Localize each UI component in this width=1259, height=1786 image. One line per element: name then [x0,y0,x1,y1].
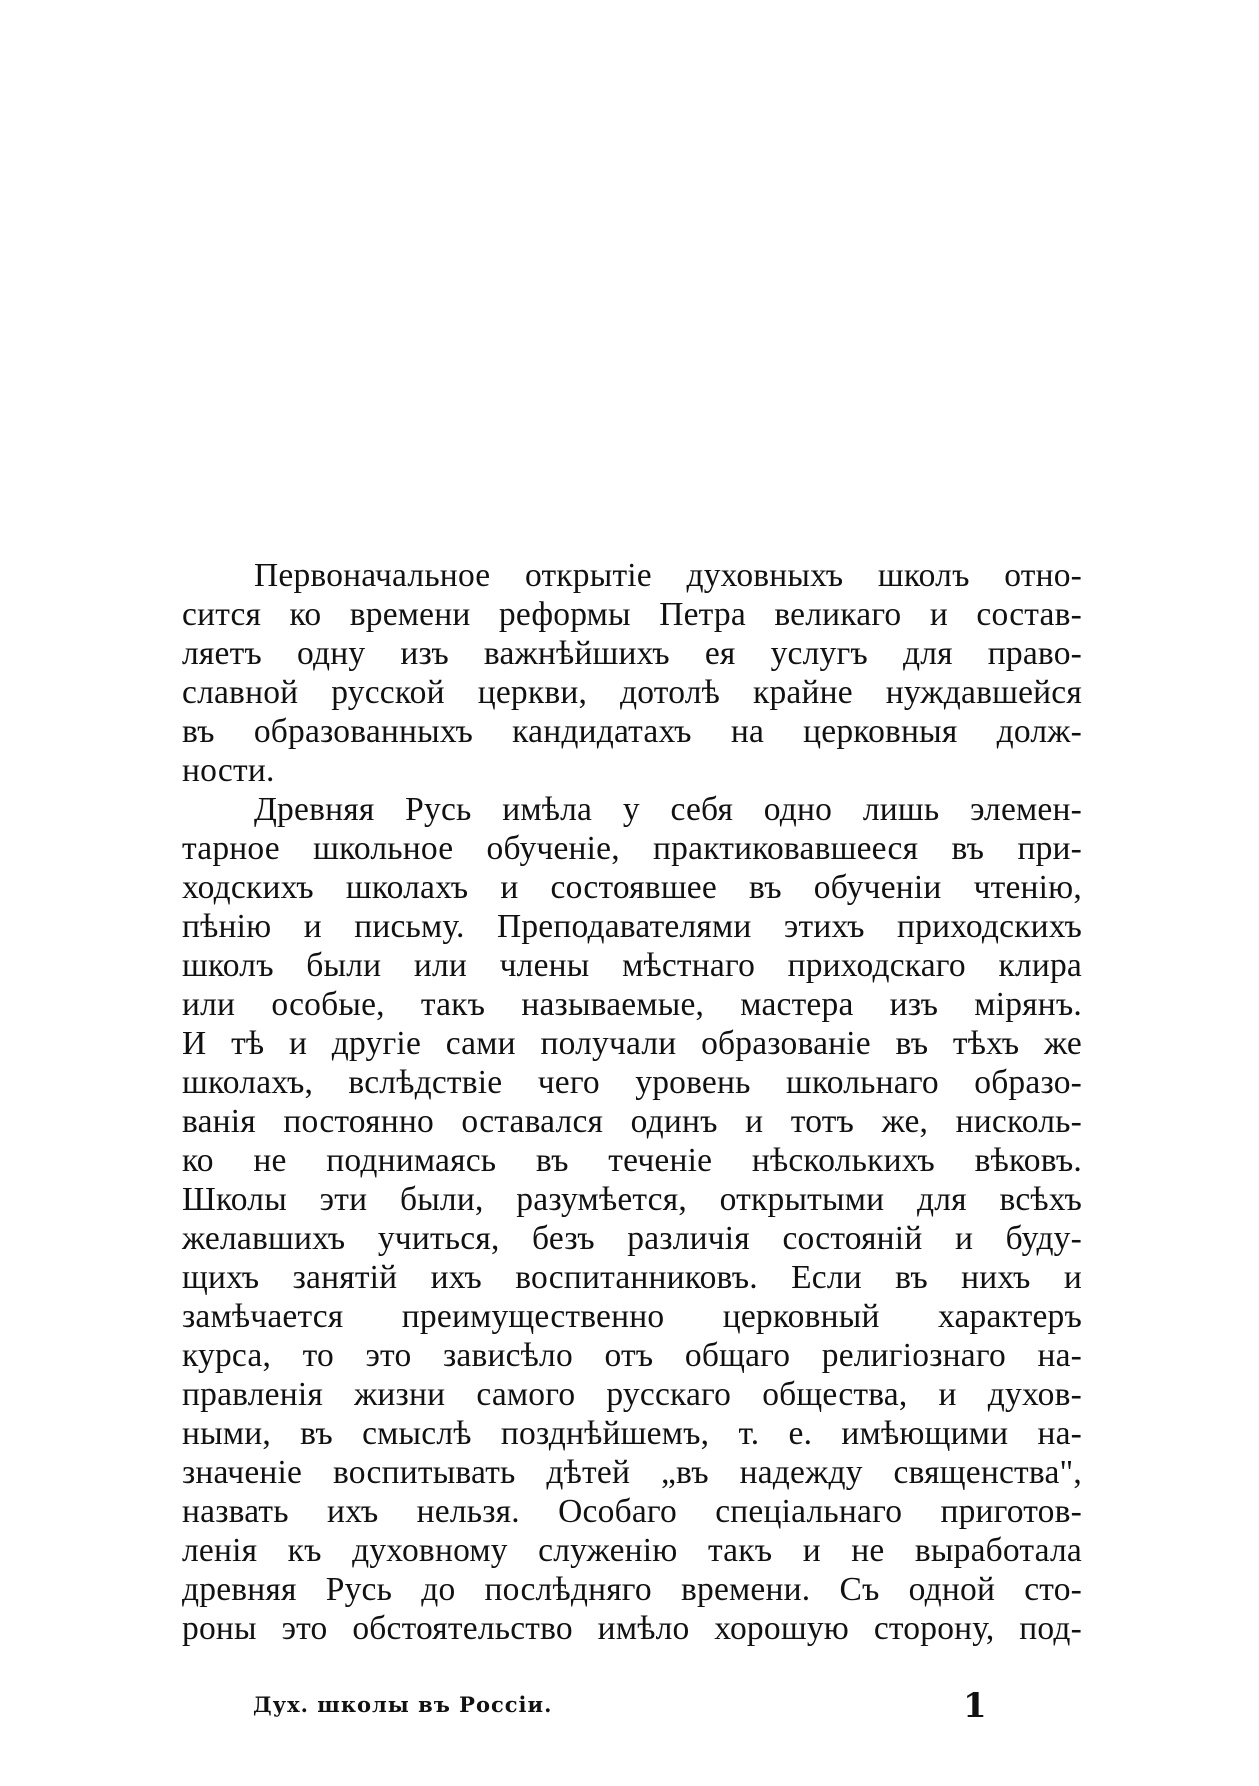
text-line: древняя Русь до послѣдняго времени. Съ одной сто- [182,1571,1082,1608]
running-title: Дух. школы въ Россіи. [253,1692,553,1717]
text-line: школахъ, вслѣдствіе чего уровень школьнаго образо- [182,1064,1082,1101]
text-line: значеніе воспитывать дѣтей „въ надежду священства", [182,1454,1082,1491]
text-line: правленія жизни самого русскаго общества, и духов- [182,1376,1082,1413]
text-line: ности. [182,752,275,789]
text-line: тарное школьное обученіе, практиковавшееся въ при- [182,830,1082,867]
text-line: Первоначальное открытіе духовныхъ школъ отно- [254,557,1082,594]
text-line: ляетъ одну изъ важнѣйшихъ ея услугъ для право- [182,635,1082,672]
text-line: И тѣ и другіе сами получали образованіе въ тѣхъ же [182,1025,1082,1062]
text-line: школъ были или члены мѣстнаго приходскаго клира [182,947,1082,984]
text-line: Древняя Русь имѣла у себя одно лишь элемен- [254,791,1082,828]
text-line: сится ко времени реформы Петра великаго и состав- [182,596,1082,633]
text-line: пѣнію и письму. Преподавателями этихъ приходскихъ [182,908,1082,945]
text-line: ными, въ смыслѣ позднѣйшемъ, т. е. имѣющими на- [182,1415,1082,1452]
page-footer [253,1686,993,1726]
text-line: ленія къ духовному служенію такъ и не выработала [182,1532,1082,1569]
text-line: ванія постоянно оставался одинъ и тотъ же, нисколь- [182,1103,1082,1140]
text-line: славной русской церкви, дотолѣ крайне нуждавшейся [182,674,1082,711]
text-line: желавшихъ учиться, безъ различія состояній и буду- [182,1220,1082,1257]
text-line: роны это обстоятельство имѣло хорошую сторону, под- [182,1610,1082,1647]
text-line: назвать ихъ нельзя. Особаго спеціальнаго приготов- [182,1493,1082,1530]
text-line: Школы эти были, разумѣется, открытыми для всѣхъ [182,1181,1082,1218]
text-line: въ образованныхъ кандидатахъ на церковныя долж- [182,713,1082,750]
text-line: щихъ занятій ихъ воспитанниковъ. Если въ нихъ и [182,1259,1082,1296]
text-line: или особые, такъ называемые, мастера изъ мірянъ. [182,986,1082,1023]
text-line: курса, то это зависѣло отъ общаго религіознаго на- [182,1337,1082,1374]
main-text [182,556,1082,1648]
text-line: замѣчается преимущественно церковный характеръ [182,1298,1082,1335]
text-line: ко не поднимаясь въ теченіе нѣсколькихъ вѣковъ. [182,1142,1082,1179]
page-number: 1 [963,1686,987,1726]
text-line: ходскихъ школахъ и состоявшее въ обученіи чтенію, [182,869,1082,906]
